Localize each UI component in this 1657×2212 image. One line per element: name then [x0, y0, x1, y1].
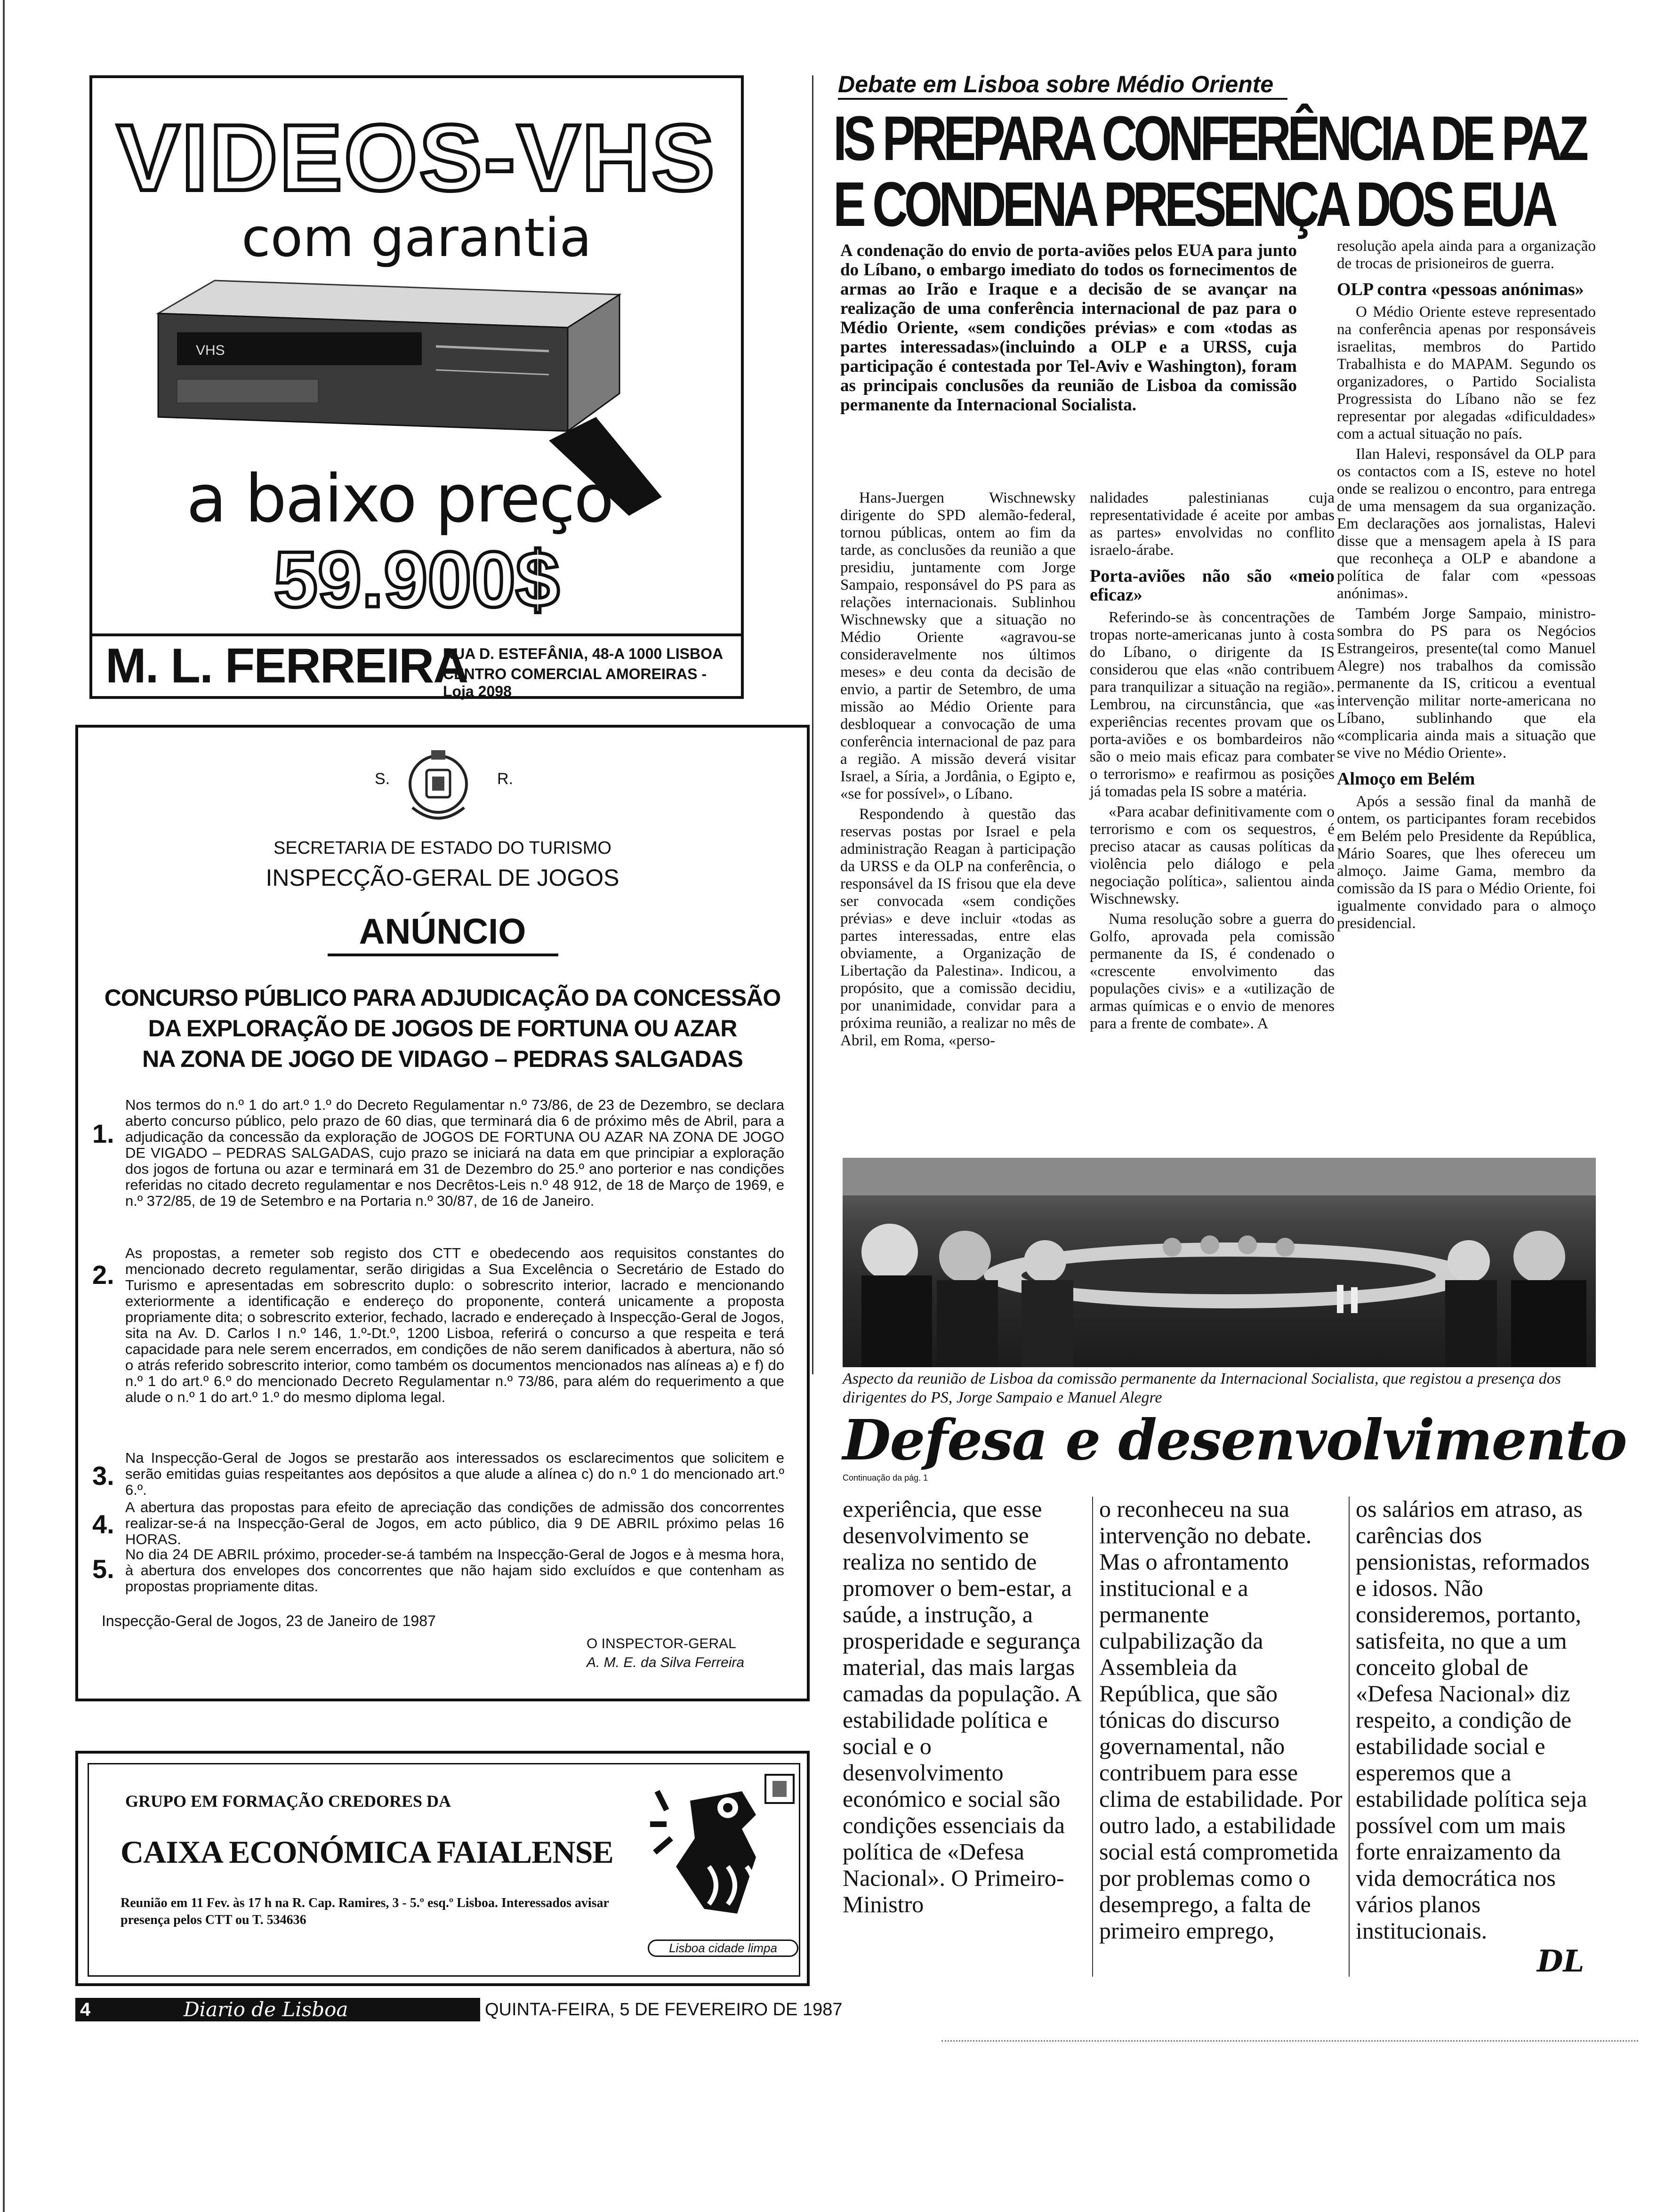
notice-title-3: NA ZONA DE JOGO DE VIDAGO – PEDRAS SALGADAS	[142, 1046, 743, 1072]
public-notice	[75, 725, 810, 1701]
notice-item: As propostas, a remeter sob registo dos CTT e obedecendo aos requisitos constantes do mencionado decreto regulamentar, serão dirigidas a Sua Excelência o Secretário de Estado do Turismo e apresentadas em sobrescrito duplo: o sobrescrito interior, lacrado e mencionando exteriormente a identificação e endereço do proponente, conterá unicamente a proposta propriamente dita; o sobrescrito exterior, fechado, lacrado e endereçado à Inspecção-Geral de Jogos, sita na Av. D. Carlos I n.º 146, 1.º-Dt.º, 1200 Lisboa, referirá o concurso a que respeita e terá capacidade para nele serem encerrados, em condições de não serem danificados à abertura, não só o atrás referido sobrescrito interior, como também os documentos mencionados nas alíneas a) e f) do n.º 1 do art.º 6.º do mencionado Decreto Regulamentar n.º 73/86, para além do requerimento a que alude o n.º 1 do art.º 1.º do mesmo diploma legal.	[125, 1245, 784, 1405]
defesa-continued: Continuação da pág. 1	[843, 1473, 928, 1483]
article-headline-2: E CONDENA PRESENÇA DOS EUA	[833, 169, 1554, 240]
defesa-column-rule	[1092, 1497, 1093, 1977]
video-ad-subline: com garantia	[241, 208, 592, 269]
notice-item-number: 1.	[92, 1119, 114, 1148]
footer	[75, 1998, 1629, 2026]
video-ad-address-1: RUA D. ESTEFÂNIA, 48-A 1000 LISBOA	[443, 645, 724, 662]
caixa-ad-line1: GRUPO EM FORMAÇÃO CREDORES DA	[125, 1792, 451, 1811]
coat-of-arms-icon	[403, 746, 474, 826]
notice-item-number: 4.	[92, 1509, 114, 1539]
notice-item-number: 5.	[92, 1554, 114, 1584]
notice-signer-name: A. M. E. da Silva Ferreira	[587, 1655, 745, 1670]
notice-item: Na Inspecção-Geral de Jogos se prestarão aos interessados os esclarecimentos que solicitem e serão emitidas guias respeitantes aos depósitos a que alude a alínea c) do n.º 1 do mencionado art.º 6.º.	[125, 1450, 784, 1498]
meeting-photo-figures	[843, 1158, 1596, 1367]
article-paragraph: Também Jorge Sampaio, ministro-sombra do PS para os Negócios Estrangeiros, presente(tal como Manuel Alegre) nos trabalhos da comissão permanente da IS, criticou a eventual intervenção militar norte-americana no Líbano, sublinhando que ela «complicaria ainda mais a situação que se vive no Médio Oriente».	[1337, 605, 1596, 761]
notice-title-1: CONCURSO PÚBLICO PARA ADJUDICAÇÃO DA CONCESSÃO	[104, 985, 781, 1011]
article-subhead: Porta-aviões não são «meio eficaz»	[1090, 566, 1335, 605]
article-paragraph: resolução apela ainda para a organização de trocas de prisioneiros de guerra.	[1337, 238, 1596, 272]
video-ad-shop-name: M. L. FERREIRA	[105, 639, 468, 693]
notice-item: Nos termos do n.º 1 do art.º 1.º do Decreto Regulamentar n.º 73/86, de 23 de Dezembro, se declara aberto concurso público, pelo prazo de 60 dias, que terminará dia 6 de próximo mês de Abril, para a adjudicação da concessão da exploração de JOGOS DE FORTUNA OU AZAR NA ZONA DE JOGO DE VIGADO – PEDRAS SALGADAS, cujo prazo se iniciará na data em que principiar a exploração dos jogos de fortuna ou azar e terminará em 31 de Dezembro do 25.º ano porterior e nas condições referidas no citado decreto regulamentar e nos Decrêtos-Leis n.º 48 912, de 18 de Março de 1969, e n.º 372/85, de 19 de Setembro e na Portaria n.º 30/87, de 16 de Janeiro.	[125, 1097, 784, 1209]
defesa-column-2	[1099, 1496, 1344, 1944]
defesa-paragraph: os salários em atraso, as carências dos pensionistas, reformados e idosos. Não consideremos, portanto, satisfeita, no que a um conceito global de «Defesa Nacional» diz respeito, a condição de estabilidade social e esperemos que a estabilidade política seja possível com um mais forte enraizamento da vida democrática nos vários planos institucionais.	[1356, 1496, 1590, 1944]
article-paragraph: nalidades palestinianas cuja representatividade é aceite por ambas as partes» envolvidas no conflito israelo-árabe.	[1090, 489, 1335, 559]
video-ad-price: 59.900$	[273, 535, 560, 624]
vcr-brand: VHS	[196, 343, 225, 358]
meeting-photo	[843, 1158, 1596, 1367]
article-column-rule	[812, 75, 813, 1374]
defesa-column-1	[843, 1496, 1087, 1917]
notice-signer-title: O INSPECTOR-GERAL	[587, 1636, 736, 1651]
article-column-2	[1090, 489, 1335, 1035]
article-paragraph: Respondendo à questão das reservas postas por Israel e pela administração Reagan à participação da URSS e da OLP na conferência, o responsável da IS frisou que ela deve ser convocada «sem condições prévias» e deve incluir «todas as partes interessadas, entre elas obviamente, a Organização de Libertação da Palestina». Indicou, a propósito, que a comissão decidiu, por unanimidade, convidar para a próxima reunião, a realizar no mês de Abril, em Roma, «perso-	[840, 806, 1076, 1049]
notice-item: A abertura das propostas para efeito de apreciação das condições de admissão dos concorrentes realizar-se-á na Inspecção-Geral de Jogos, em acto público, dia 9 DE ABRIL próximo pelas 16 HORAS.	[125, 1499, 784, 1547]
notice-date-line: Inspecção-Geral de Jogos, 23 de Janeiro de 1987	[102, 1612, 436, 1629]
video-ad	[89, 75, 744, 699]
lisboa-bird-icon	[648, 1772, 798, 1942]
notice-heading-underline	[328, 954, 558, 956]
article-headline-1: IS PREPARA CONFERÊNCIA DE PAZ	[833, 104, 1585, 174]
notice-heading: ANÚNCIO	[359, 912, 526, 952]
notice-item-number: 3.	[92, 1461, 114, 1491]
photo-caption: Aspecto da reunião de Lisboa da comissão permanente da Internacional Socialista, que registou a presença dos dirigentes do PS, Jorge Sampaio e Manuel Alegre	[843, 1370, 1561, 1406]
article-kicker: Debate em Lisboa sobre Médio Oriente	[838, 71, 1287, 100]
defesa-column-3	[1356, 1496, 1596, 1944]
video-ad-price-lead: a baixo preço	[186, 461, 613, 537]
article-paragraph: Hans-Juergen Wischnewsky dirigente do SPD alemão-federal, tornou públicas, ontem ao fim da tarde, as conclusões da reunião a que presidiu, juntamente com Jorge Sampaio, responsável do PS para as relações internacionais. Sublinhou Wischnewsky que a situação no Médio Oriente «agravou-se consideravelmente nos últimos meses» e deu conta da decisão de envio, a partir de Setembro, de uma missão ao Médio Oriente para desbloquear a convocação de uma conferência internacional de paz para a região. A missão deverá visitar Israel, a Síria, a Jordânia, o Egipto e, «se for possível», o Líbano.	[840, 489, 1076, 802]
notice-seal-right: R.	[497, 770, 513, 788]
article-paragraph: Ilan Halevi, responsável da OLP para os contactos com a IS, esteve no hotel onde se realizou o encontro, para entrega de uma mensagem da sua organização. Em declarações aos jornalistas, Halevi disse que a mensagem apela à IS para que reconheça a OLP e abandone a política de falar com «pessoas anónimas».	[1337, 446, 1596, 602]
caixa-ad	[75, 1751, 810, 1986]
article-paragraph: «Para acabar definitivamente com o terrorismo e com os sequestros, é preciso atacar as causas políticas da violência pelo diálogo e pela negociação política», salientou ainda Wischnewsky.	[1090, 803, 1335, 907]
notice-ministry: SECRETARIA DE ESTADO DO TURISMO	[273, 838, 611, 858]
page-number: 4	[75, 1998, 113, 2021]
notice-item: No dia 24 DE ABRIL próximo, proceder-se-á também na Inspecção-Geral de Jogos e à mesma hora, à abertura dos envelopes dos concorrentes que não hajam sido excluídos e que contenham as propostas propriamente ditas.	[125, 1546, 784, 1595]
page-edge-rule	[3, 0, 5, 2212]
lisboa-limpa-caption: Lisboa cidade limpa	[648, 1940, 798, 1957]
notice-title-2: DA EXPLORAÇÃO DE JOGOS DE FORTUNA OU AZAR	[148, 1015, 737, 1042]
defesa-signature: DL	[1537, 1944, 1585, 1979]
defesa-column-rule	[1349, 1497, 1350, 1977]
article-column-1	[840, 489, 1076, 1052]
caixa-ad-line2: CAIXA ECONÓMICA FAIALENSE	[121, 1834, 613, 1870]
notice-department: INSPECÇÃO-GERAL DE JOGOS	[265, 865, 619, 891]
footer-date: QUINTA-FEIRA, 5 DE FEVEREIRO DE 1987	[485, 2000, 843, 2020]
notice-seal-left: S.	[375, 770, 390, 788]
article-paragraph: Após a sessão final da manhã de ontem, os participantes foram recebidos em Belém pelo Presidente da República, Mário Soares, que lhes ofereceu um almoço. Jaime Gama, membro da comissão da IS para o Médio Oriente, foi igualmente convidado para o almoço presidencial.	[1337, 793, 1596, 932]
article-subhead: OLP contra «pessoas anónimas»	[1337, 280, 1584, 299]
defesa-title: Defesa e desenvolvimento	[843, 1407, 1626, 1473]
paper-name: Diario de Lisboa	[184, 1998, 348, 2021]
defesa-paragraph: experiência, que esse desenvolvimento se realiza no sentido de promover o bem-estar, a saúde, a instrução, a prosperidade e segurança material, das mais largas camadas da população. A estabilidade política e social e o desenvolvimento económico e social são condições essenciais da política de «Defesa Nacional». O Primeiro-Ministro	[843, 1496, 1081, 1917]
lisboa-limpa-ad	[648, 1772, 798, 1965]
footer-dotted-rule	[941, 2040, 1638, 2042]
article-paragraph: O Médio Oriente esteve representado na conferência apenas por responsáveis israelitas, membros do Partido Trabalhista e do MAPAM. Segundo os organizadores, o Partido Socialista Progressista do Líbano não se fez representar por alegadas «dificuldades» com a actual situação no país.	[1337, 304, 1596, 442]
video-ad-headline: VIDEOS-VHS	[117, 105, 716, 210]
article-paragraph: Referindo-se às concentrações de tropas norte-americanas junto à costa do Líbano, o dirigente da IS considerou que elas «não contribuem para tranquilizar a situação na região». Lembrou, na circunstância, que «as experiências recentes provam que os porta-aviões e os bombardeiros não são o meio mais eficaz para combater o terrorismo» e reafirmou as posições já tomadas pela IS sobre a matéria.	[1090, 609, 1335, 800]
article-subhead: Almoço em Belém	[1337, 769, 1475, 789]
article-lead: A condenação do envio de porta-aviões pelos EUA para junto do Líbano, o embargo imediato do todos os fornecimentos de armas ao Irão e Iraque e a decisão de se avançar na realização de uma conferência internacional de paz para o Médio Oriente, «sem condições prévias» e com «todas as partes interessadas»(incluindo a OLP e a URSS, cuja participação é contestada por Tel-Aviv e Washington), foram as principais conclusões da reunião de Lisboa da comissão permanente da Internacional Socialista.	[840, 241, 1297, 415]
article-paragraph: Numa resolução sobre a guerra do Golfo, aprovada pela comissão permanente da IS, é condenado o «crescente envolvimento das populações civis» e a «utilização de armas químicas e o envio de menores para a frente de combate». A	[1090, 911, 1335, 1032]
caixa-ad-line3: Reunião em 11 Fev. às 17 h na R. Cap. Ramires, 3 - 5.º esq.º Lisboa. Interessados avisar presença pelos CTT ou T. 534636	[121, 1896, 609, 1927]
video-ad-address-2: CENTRO COMERCIAL AMOREIRAS - Loja 2098	[443, 665, 707, 700]
defesa-paragraph: o reconheceu na sua intervenção no debate. Mas o afrontamento institucional e a permanente culpabilização da Assembleia da República, que são tónicas do discurso governamental, não contribuem para esse clima de estabilidade. Por outro lado, a estabilidade social está comprometida por problemas como o desemprego, a falta de primeiro emprego,	[1099, 1496, 1343, 1944]
video-ad-divider	[92, 633, 741, 636]
article-column-3	[1337, 238, 1596, 935]
notice-item-number: 2.	[92, 1260, 114, 1290]
